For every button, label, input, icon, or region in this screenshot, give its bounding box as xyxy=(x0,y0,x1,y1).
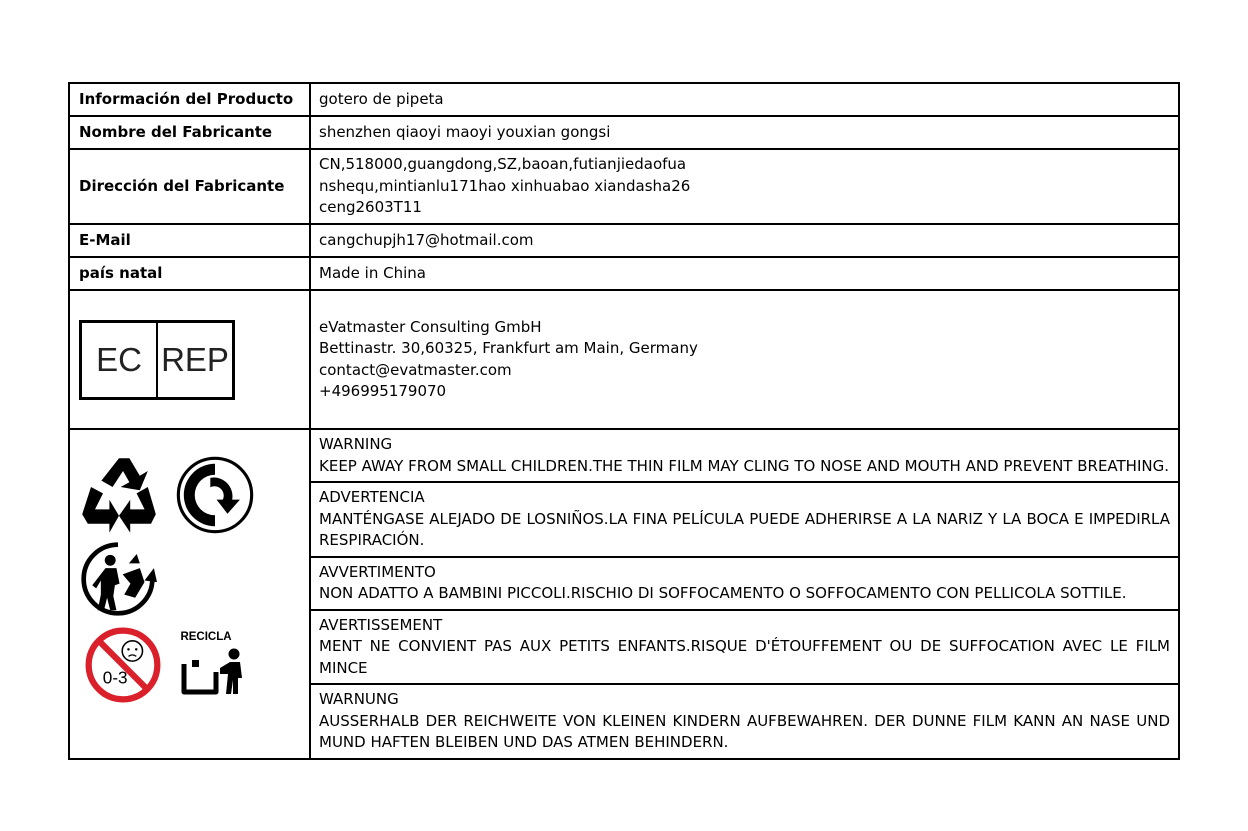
product-info-table xyxy=(68,82,1180,760)
manufacturer-address-value xyxy=(310,149,1179,224)
recycling-icons-cell xyxy=(69,429,310,759)
ec-rep-address xyxy=(310,290,1179,429)
age-range-text: 0-3 xyxy=(102,667,128,688)
email-value: cangchupjh17@hotmail.com xyxy=(310,224,1179,257)
warning-text-es xyxy=(310,482,1179,557)
address-line: nshequ,mintianlu171hao xinhuabao xiandasha26 xyxy=(319,176,691,195)
warning-text-de xyxy=(310,684,1179,759)
warning-body: AUSSERHALB DER REICHWEITE VON KLEINEN KINDERN AUFBEWAHREN. DER DUNNE FILM KANN AN NASE UND MUND HAFTEN BLEIBEN UND DAS ATMEN BEHINDERN. xyxy=(319,711,1170,751)
warning-title: ADVERTENCIA xyxy=(319,488,425,506)
warning-body: KEEP AWAY FROM SMALL CHILDREN.THE THIN FILM MAY CLING TO NOSE AND MOUTH AND PREVENT BREATHING. xyxy=(319,456,1169,475)
ec-rep-symbol-cell xyxy=(69,290,310,429)
ec-rep-rep-text: REP xyxy=(161,340,229,378)
product-info-value: gotero de pipeta xyxy=(310,83,1179,116)
recicla-text: RECICLA xyxy=(180,631,232,643)
ec-rep-line: eVatmaster Consulting GmbH xyxy=(319,317,542,336)
row-manufacturer-address xyxy=(69,149,1179,224)
warning-title: AVERTISSEMENT xyxy=(319,615,443,634)
ec-rep-ec-text: EC xyxy=(82,323,158,397)
country-value: Made in China xyxy=(310,257,1179,290)
warning-text-en xyxy=(310,429,1179,482)
product-info-label: Información del Producto xyxy=(69,83,310,116)
ec-rep-line: Bettinastr. 30,60325, Frankfurt am Main, Germany xyxy=(319,339,698,357)
ec-rep-line: +496995179070 xyxy=(319,382,447,400)
row-manufacturer-name xyxy=(69,116,1179,149)
warning-title: AVVERTIMENTO xyxy=(319,562,436,581)
manufacturer-name-value: shenzhen qiaoyi maoyi youxian gongsi xyxy=(310,116,1179,149)
row-email xyxy=(69,224,1179,257)
green-dot-icon xyxy=(176,456,254,534)
not-for-children-icon xyxy=(84,626,162,704)
address-line: ceng2603T11 xyxy=(319,198,422,217)
country-label: país natal xyxy=(69,257,310,290)
ec-rep-line: contact@evatmaster.com xyxy=(319,360,512,379)
warning-title: WARNUNG xyxy=(319,690,399,708)
row-ec-rep xyxy=(69,290,1179,429)
triman-icon xyxy=(78,540,158,618)
email-label: E-Mail xyxy=(69,224,310,257)
warning-body: NON ADATTO A BAMBINI PICCOLI.RISCHIO DI SOFFOCAMENTO O SOFFOCAMENTO CON PELLICOLA SOTTILE. xyxy=(319,584,1127,602)
recicla-icon xyxy=(176,628,254,700)
warning-text-it xyxy=(310,557,1179,610)
warning-body: MANTÉNGASE ALEJADO DE LOSNIÑOS.LA FINA PELÍCULA PUEDE ADHERIRSE A LA NARIZ Y LA BOCA E IMPEDIRLA RESPIRACIÓN. xyxy=(319,509,1170,549)
warning-title: WARNING xyxy=(319,435,393,453)
row-country-of-origin xyxy=(69,257,1179,290)
address-line: CN,518000,guangdong,SZ,baoan,futianjiedaofua xyxy=(319,155,687,174)
ec-rep-symbol xyxy=(79,320,235,400)
warning-body: MENT NE CONVIENT PAS AUX PETITS ENFANTS.RISQUE D'ÉTOUFFEMENT OU DE SUFFOCATION AVEC LE FILM MINCE xyxy=(319,637,1170,677)
manufacturer-address-label: Dirección del Fabricante xyxy=(69,149,310,224)
manufacturer-name-label: Nombre del Fabricante xyxy=(69,116,310,149)
recycle-icon xyxy=(79,455,159,535)
warning-text-fr xyxy=(310,610,1179,685)
row-product-info xyxy=(69,83,1179,116)
row-warning-en xyxy=(69,429,1179,482)
